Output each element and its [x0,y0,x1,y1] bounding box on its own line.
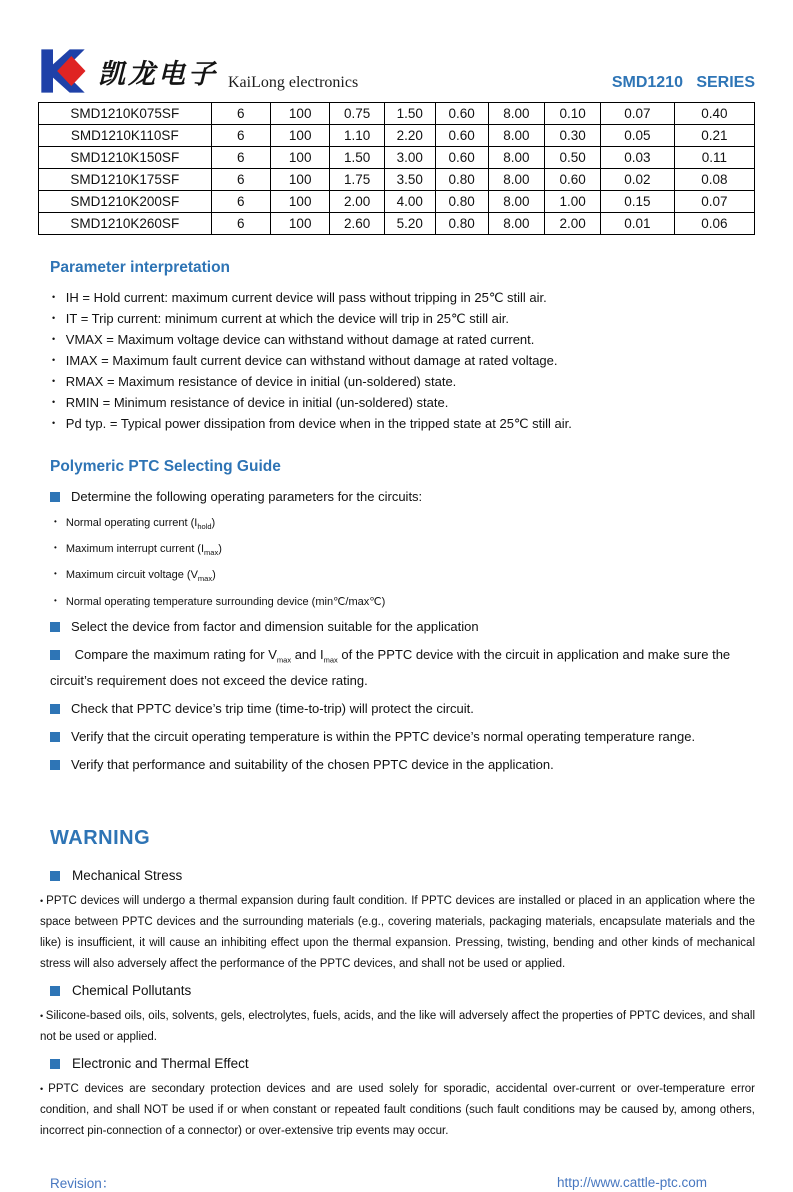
table-cell: 6 [211,169,270,191]
table-cell: 0.75 [330,103,384,125]
table-cell: 6 [211,147,270,169]
guide-item-compare-rating: Compare the maximum rating for $V_{max}$ and $I_{max}$ of the PPTC device with the circuit in application and make sure the circuit’s requirement does not exceed the device rating. [50,644,755,692]
guide-item-check-trip-time: Check that PPTC device’s trip time (time-to-trip) will protect the circuit. [50,698,755,719]
table-cell: 4.00 [384,191,435,213]
company-logo [38,46,358,96]
table-cell: 8.00 [488,213,545,235]
table-cell: 3.50 [384,169,435,191]
warning-section-heading: Chemical Pollutants [50,981,755,1001]
warning-section-heading: Electronic and Thermal Effect [50,1054,755,1074]
part-number-cell: SMD1210K175SF [39,169,212,191]
section-title-parameter-interpretation: Parameter interpretation [50,259,231,276]
guide-item-determine: Determine the following operating parameters for the circuits: [50,486,755,507]
table-cell: 0.21 [674,125,754,147]
table-cell: 0.01 [601,213,675,235]
table-cell: 8.00 [488,125,545,147]
guide-subitem-circuit-voltage: • Maximum circuit voltage $(V_{max})$ [54,566,755,586]
parameter-bullet: • RMIN = Minimum resistance of device in initial (un-soldered) state. [52,392,755,413]
part-number-cell: SMD1210K200SF [39,191,212,213]
guide-subitem-interrupt-current: • Maximum interrupt current $(I_{max})$ [54,540,755,560]
table-cell: 0.08 [674,169,754,191]
table-cell: 0.06 [674,213,754,235]
table-row [39,191,755,213]
part-number-cell: SMD1210K110SF [39,125,212,147]
parameter-bullet: • VMAX = Maximum voltage device can withstand without damage at rated current. [52,329,755,350]
table-cell: 100 [270,191,329,213]
table-cell: 2.20 [384,125,435,147]
table-cell: 0.60 [435,147,488,169]
table-row [39,169,755,191]
table-cell: 100 [270,147,329,169]
table-cell: 0.11 [674,147,754,169]
part-number-cell: SMD1210K150SF [39,147,212,169]
table-cell: 0.02 [601,169,675,191]
table-cell: 6 [211,191,270,213]
warning-title: WARNING [50,827,151,850]
table-cell: 8.00 [488,147,545,169]
guide-item-verify-performance: Verify that performance and suitability of the chosen PPTC device in the application. [50,754,755,775]
table-cell: 0.60 [435,125,488,147]
table-cell: 1.10 [330,125,384,147]
parameter-bullet: • RMAX = Maximum resistance of device in initial (un-soldered) state. [52,371,755,392]
table-cell: 100 [270,103,329,125]
table-cell: 1.50 [384,103,435,125]
table-cell: 0.50 [545,147,601,169]
warning-section-body: • PPTC devices are secondary protection devices and are used solely for sporadic, accidental over-current or over-temperature error condition, and shall NOT be used if or when constant or repeated fault conditions (such fault conditions may be caused by, among others, incorrect pin-connection of a connector) or over-extensive trip events may occur. [40,1079,755,1142]
ratings-table-body [39,103,755,235]
kailong-k-logo-icon [38,46,88,96]
guide-subitem-normal-current: • Normal operating current $(I_{hold})$ [54,514,755,534]
warning-sections [38,866,755,1142]
table-cell: 8.00 [488,191,545,213]
table-cell: 0.60 [545,169,601,191]
part-number-cell: SMD1210K260SF [39,213,212,235]
table-cell: 0.80 [435,191,488,213]
table-cell: 6 [211,125,270,147]
parameter-bullet: • IT = Trip current: minimum current at which the device will trip in 25℃ still air. [52,308,755,329]
table-cell: 0.07 [601,103,675,125]
table-cell: 0.07 [674,191,754,213]
warning-section-heading: Mechanical Stress [50,866,755,886]
table-cell: 0.30 [545,125,601,147]
guide-item-verify-temperature: Verify that the circuit operating temperature is within the PPTC device’s normal operating temperature range. [50,726,755,747]
table-cell: 0.80 [435,213,488,235]
revision-label: Revision： [50,1176,116,1192]
table-cell: 1.00 [545,191,601,213]
table-cell: 2.00 [545,213,601,235]
guide-subitem-operating-temperature: • Normal operating temperature surrounding device (min℃/max℃) [54,593,755,610]
warning-section-body: • PPTC devices will undergo a thermal expansion during fault condition. If PPTC devices are installed or placed in an application where the space between PPTC devices and the surrounding materials (e.g., covering materials, packaging materials, encapsulate materials and the like) is insufficient, it will cause an inhibiting effect upon the thermal expansion. Pressing, twisting, bending and other kinds of mechanical stress will also adversely affect the performance of the PPTC devices, and shall not be used or applied. [40,891,755,975]
table-cell: 0.05 [601,125,675,147]
table-cell: 0.10 [545,103,601,125]
parameter-bullet: • IH = Hold current: maximum current device will pass without tripping in 25℃ still air. [52,287,755,308]
table-cell: 6 [211,103,270,125]
section-title-selecting-guide: Polymeric PTC Selecting Guide [50,458,281,475]
footer-url-link[interactable]: http://www.cattle-ptc.com [556,1174,707,1190]
table-cell: 0.03 [601,147,675,169]
table-cell: 0.15 [601,191,675,213]
page-footer [38,1172,755,1192]
parameter-bullet: • Pd typ. = Typical power dissipation from device when in the tripped state at 25℃ still air. [52,413,755,434]
table-row [39,103,755,125]
series-title: SMD1210 SERIES [611,74,755,91]
table-cell: 100 [270,125,329,147]
part-number-cell: SMD1210K075SF [39,103,212,125]
table-row [39,213,755,235]
warning-section [38,1054,755,1142]
table-cell: 0.80 [435,169,488,191]
table-cell: 100 [270,213,329,235]
table-cell: 0.60 [435,103,488,125]
table-cell: 2.60 [330,213,384,235]
page-header [38,44,755,96]
logo-chinese-text: 凯龙电子 [98,59,218,89]
logo-english-text: KaiLong electronics [228,74,359,91]
table-cell: 2.00 [330,191,384,213]
table-cell: 8.00 [488,103,545,125]
parameter-list [38,287,755,434]
table-cell: 1.75 [330,169,384,191]
table-row [39,125,755,147]
warning-section-body: • Silicone-based oils, oils, solvents, gels, electrolytes, fuels, acids, and the like will adversely affect the properties of PPTC devices, and shall not be used or applied. [40,1006,755,1048]
ratings-table [38,102,755,235]
table-row [39,147,755,169]
table-cell: 100 [270,169,329,191]
table-cell: 1.50 [330,147,384,169]
table-cell: 6 [211,213,270,235]
parameter-bullet: • IMAX = Maximum fault current device can withstand without damage at rated voltage. [52,350,755,371]
table-cell: 0.40 [674,103,754,125]
table-cell: 3.00 [384,147,435,169]
guide-item-select-device: Select the device from factor and dimension suitable for the application [50,616,755,637]
table-cell: 8.00 [488,169,545,191]
warning-section [38,981,755,1048]
table-cell: 5.20 [384,213,435,235]
warning-section [38,866,755,975]
